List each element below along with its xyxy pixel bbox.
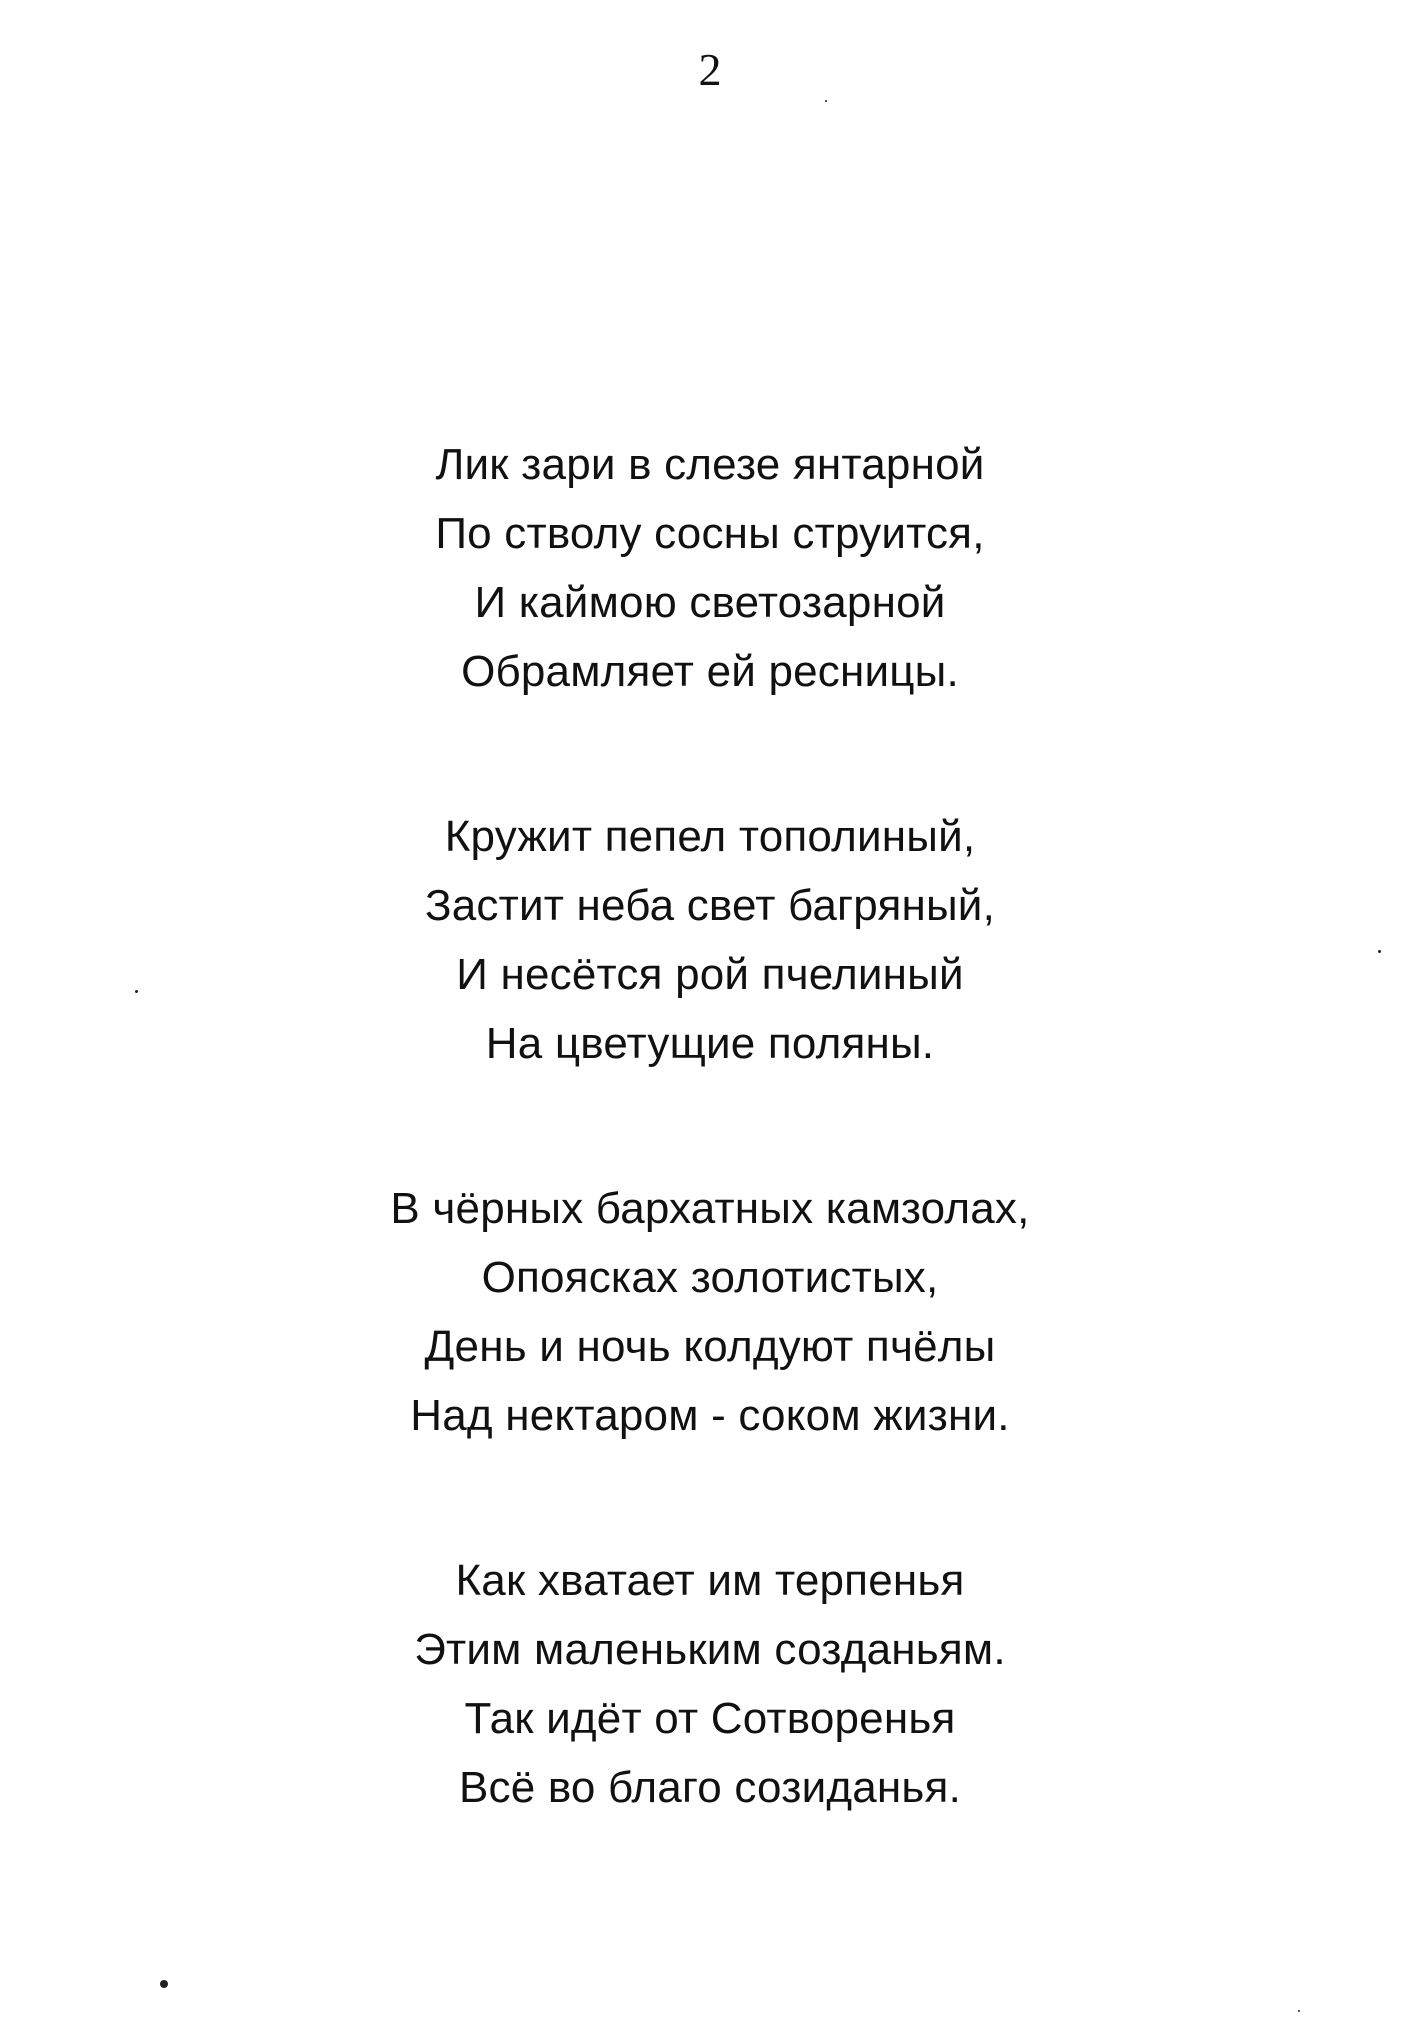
poem-line: Этим маленьким созданьям. [414, 1625, 1006, 1674]
poem-line: Застит неба свет багряный, [424, 881, 996, 930]
stanza-3 [0, 1174, 1420, 1450]
poem-line: День и ночь колдуют пчёлы [424, 1322, 996, 1371]
poem-line: Над нектаром - соком жизни. [410, 1391, 1010, 1440]
scan-speck [1378, 950, 1381, 953]
poem-line: В чёрных бархатных камзолах, [390, 1184, 1030, 1233]
poem-line: Всё во благо созиданья. [458, 1763, 961, 1812]
poem-line: И несётся рой пчелиный [456, 950, 964, 999]
scan-speck [135, 990, 138, 993]
poem-line: Так идёт от Сотворенья [464, 1694, 956, 1743]
stanza-1 [0, 430, 1420, 706]
poem-line: На цветущие поляны. [485, 1019, 935, 1068]
poem [0, 430, 1420, 1918]
scan-speck [160, 1980, 168, 1988]
scan-speck [825, 100, 827, 102]
poem-line: Кружит пепел тополиный, [444, 812, 976, 861]
stanza-4 [0, 1546, 1420, 1822]
page-number: 2 [698, 44, 722, 95]
scan-speck [1298, 2010, 1300, 2012]
poem-line: По стволу сосны струится, [435, 509, 985, 558]
stanza-2 [0, 802, 1420, 1078]
poem-line: Обрамляет ей ресницы. [461, 647, 959, 696]
poem-line: Как хватает им терпенья [455, 1556, 965, 1605]
poem-line: Лик зари в слезе янтарной [435, 440, 985, 489]
poem-line: И каймою светозарной [474, 578, 946, 627]
poem-line: Опоясках золотистых, [481, 1253, 939, 1302]
